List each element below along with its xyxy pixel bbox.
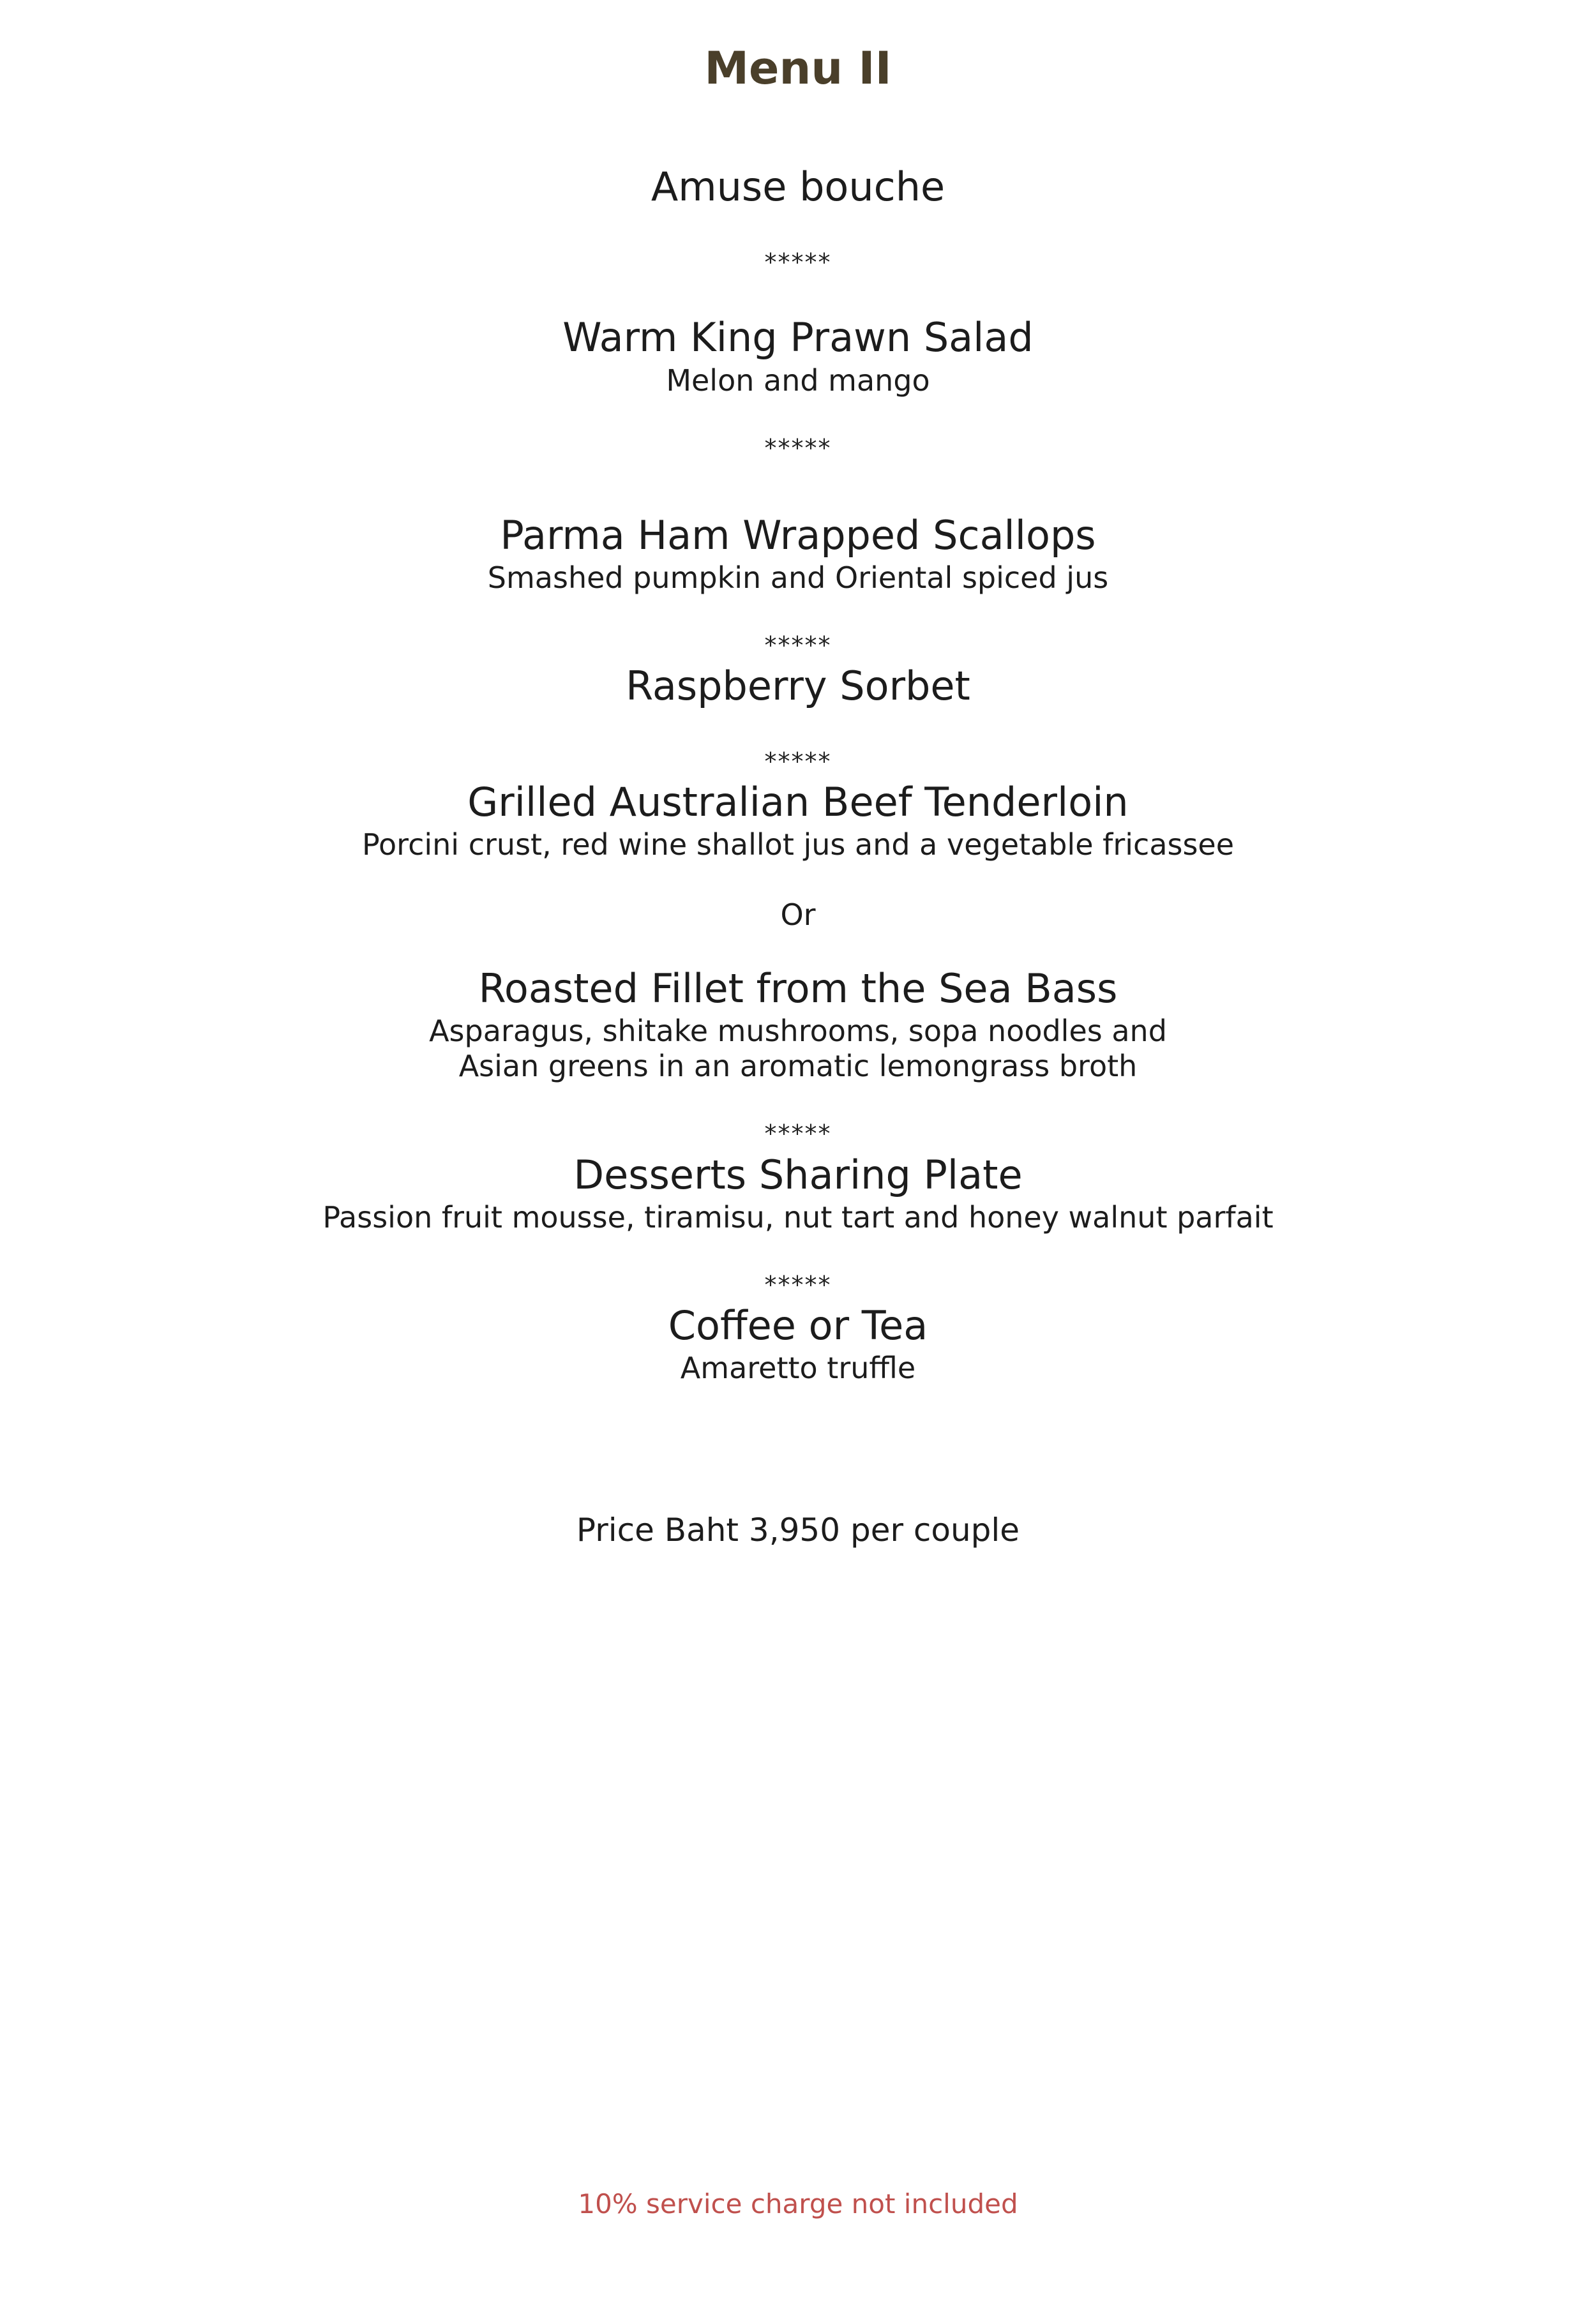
course-name-coffee-tea: Coffee or Tea <box>668 1302 928 1349</box>
course-description-prawn-salad: Melon and mango <box>666 363 930 398</box>
course-separator: ***** <box>764 1271 832 1299</box>
course-description-coffee-tea: Amaretto truffle <box>680 1351 916 1385</box>
course-name-beef-tenderloin: Grilled Australian Beef Tenderloin <box>467 779 1129 825</box>
course-description-beef-tenderloin: Porcini crust, red wine shallot jus and a vegetable fricassee <box>361 827 1235 862</box>
course-description-sea-bass-line-2: Asian greens in an aromatic lemongrass broth <box>458 1049 1138 1083</box>
course-separator: ***** <box>764 434 832 462</box>
course-name-sea-bass: Roasted Fillet from the Sea Bass <box>478 965 1118 1012</box>
course-description-desserts: Passion fruit mousse, tiramisu, nut tart and honey walnut parfait <box>322 1200 1274 1235</box>
course-description-sea-bass-line-1: Asparagus, shitake mushrooms, sopa noodles and <box>429 1014 1167 1048</box>
course-description-scallops: Smashed pumpkin and Oriental spiced jus <box>487 560 1109 595</box>
course-separator: ***** <box>764 631 832 659</box>
service-charge-note: 10% service charge not included <box>578 2188 1018 2219</box>
course-name-prawn-salad: Warm King Prawn Salad <box>562 314 1034 361</box>
course-separator: ***** <box>764 1120 832 1148</box>
course-name-scallops: Parma Ham Wrapped Scallops <box>500 512 1096 559</box>
course-name-desserts: Desserts Sharing Plate <box>573 1152 1023 1198</box>
menu-title: Menu II <box>704 42 892 94</box>
course-name-sorbet: Raspberry Sorbet <box>626 663 970 709</box>
course-separator: ***** <box>764 248 832 276</box>
course-name-amuse-bouche: Amuse bouche <box>651 163 945 210</box>
course-separator: ***** <box>764 747 832 776</box>
menu-price: Price Baht 3,950 per couple <box>576 1512 1020 1549</box>
or-divider: Or <box>780 897 816 932</box>
